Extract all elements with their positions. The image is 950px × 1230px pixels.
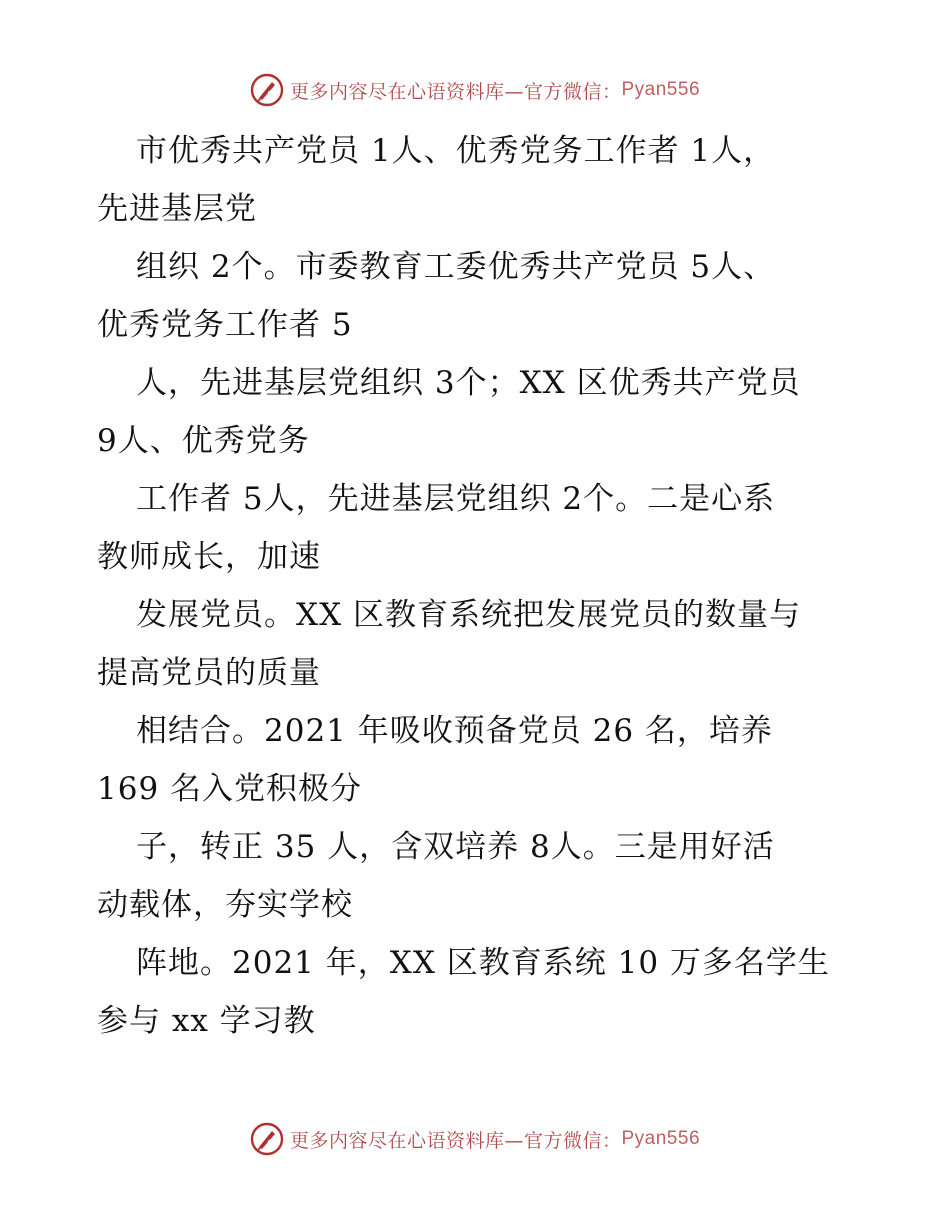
footer-banner — [0, 1119, 950, 1159]
text-line: 人，先进基层党组织 3个；XX 区优秀共产党员 — [136, 365, 801, 401]
text-line: 市优秀共产党员 1人、优秀党务工作者 1人， — [136, 133, 776, 169]
text-line: 发展党员。XX 区教育系统把发展党员的数量与 — [136, 597, 801, 633]
text-line: 相结合。2021 年吸收预备党员 26 名，培养 — [136, 713, 773, 749]
banner-wechat-id: Pyan556 — [621, 79, 701, 100]
quill-pen-logo-icon — [250, 1122, 284, 1156]
document-body — [97, 122, 857, 1050]
text-line: 先进基层党 — [97, 191, 257, 227]
header-banner — [0, 70, 950, 110]
text-line: 阵地。2021 年，XX 区教育系统 10 万多名学生 — [136, 945, 830, 981]
text-line: 提高党员的质量 — [97, 655, 321, 691]
text-line: 参与 xx 学习教 — [97, 1003, 316, 1039]
text-line: 169 名入党积极分 — [97, 771, 363, 807]
banner-text: 更多内容尽在心语资料库—官方微信： — [289, 1129, 622, 1152]
banner-wechat-id: Pyan556 — [621, 1128, 701, 1149]
text-line: 优秀党务工作者 5 — [97, 307, 353, 343]
text-line: 动载体，夯实学校 — [97, 887, 353, 923]
quill-pen-logo-icon — [250, 73, 284, 107]
text-line: 组织 2个。市委教育工委优秀共产党员 5人、 — [136, 249, 776, 285]
text-line: 工作者 5人，先进基层党组织 2个。二是心系 — [136, 481, 776, 517]
banner-text: 更多内容尽在心语资料库—官方微信： — [289, 80, 622, 103]
text-line: 教师成长，加速 — [97, 539, 321, 575]
text-line: 9人、优秀党务 — [97, 423, 310, 459]
text-line: 子，转正 35 人，含双培养 8人。三是用好活 — [136, 829, 775, 865]
